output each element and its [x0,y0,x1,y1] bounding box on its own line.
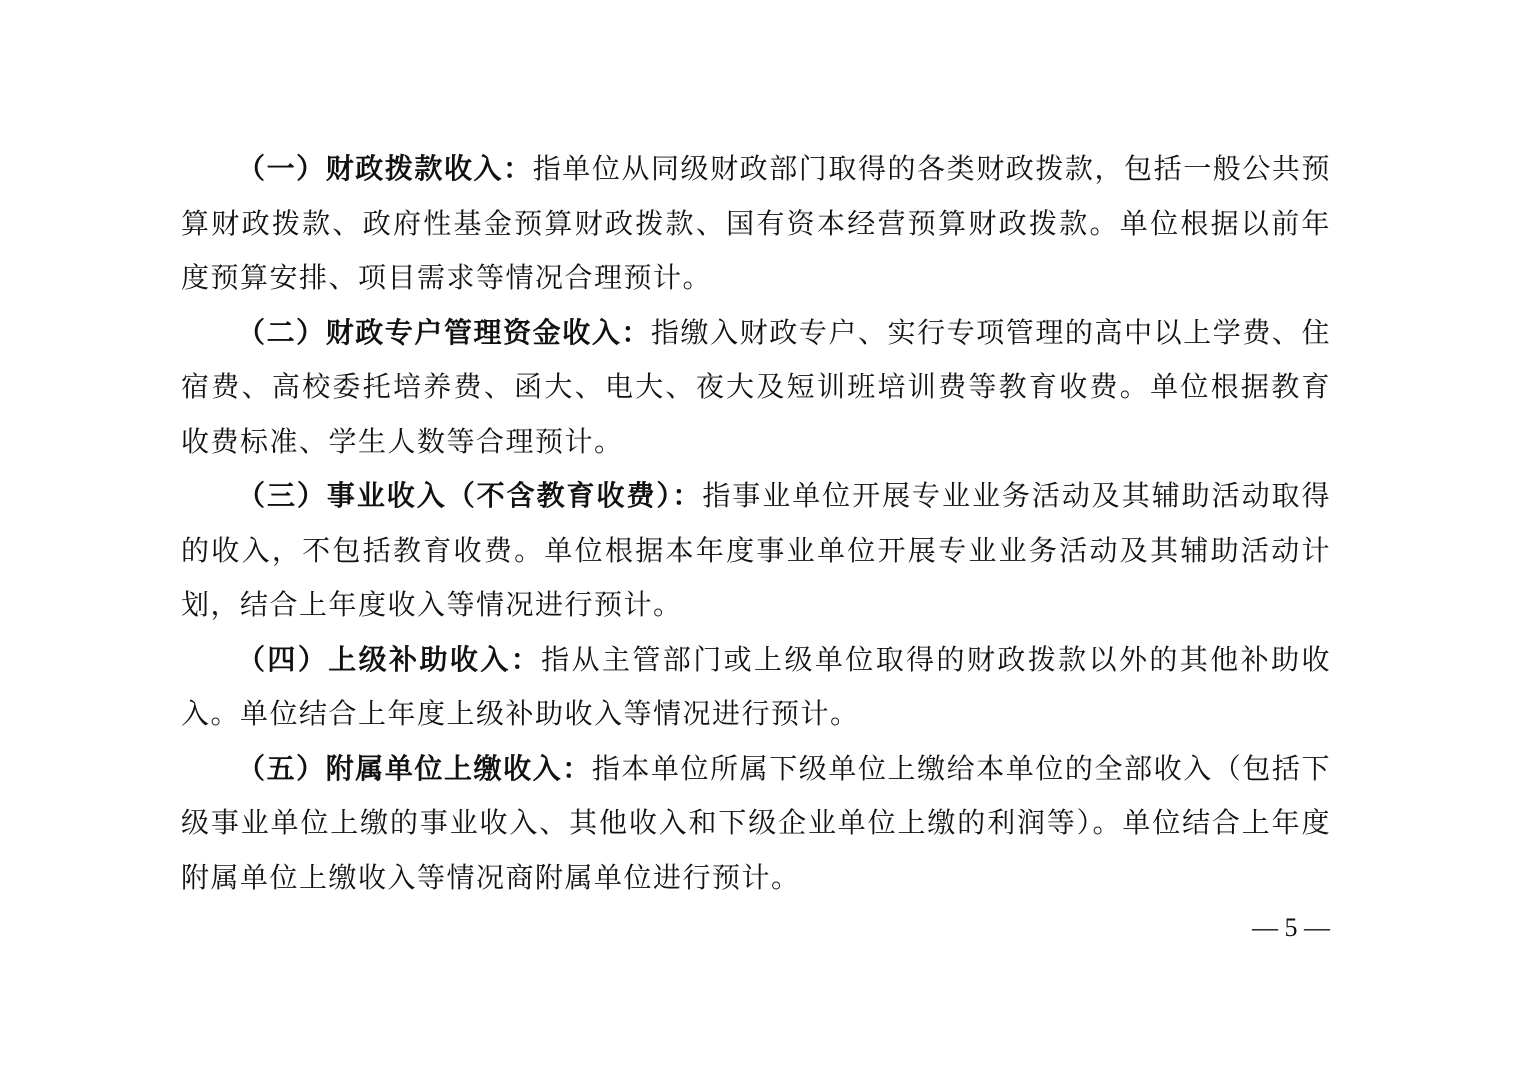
paragraph-body: 指从主管部门或上级单位取得的财政拨款以外的其他补助收入。单位结合上年度上级补助收入等情况进行预计。 [181,642,1331,730]
paragraph-heading: （五）附属单位上缴收入： [237,751,592,785]
paragraph-superior-subsidy-income [181,633,1331,742]
paragraph-heading: （一）财政拨款收入： [237,152,533,185]
paragraph-body: 指本单位所属下级单位上缴给本单位的全部收入（包括下级事业单位上缴的事业收入、其他收入和下级企业单位上缴的利润等）。单位结合上年度附属单位上缴收入等情况商附属单位进行预计。 [181,751,1331,894]
paragraph-business-income [181,469,1331,633]
paragraph-heading: （四）上级补助收入： [237,642,542,676]
paragraph-body: 指单位从同级财政部门取得的各类财政拨款，包括一般公共预算财政拨款、政府性基金预算财政拨款、国有资本经营预算财政拨款。单位根据以前年度预算安排、项目需求等情况合理预计。 [181,152,1331,294]
paragraph-body: 指缴入财政专户、实行专项管理的高中以上学费、住宿费、高校委托培养费、函大、电大、夜大及短训班培训费等教育收费。单位根据教育收费标准、学生人数等合理预计。 [181,315,1331,458]
paragraph-heading: （三）事业收入（不含教育收费）： [237,479,703,512]
paragraph-special-account-income [181,306,1331,470]
document-body [181,142,1331,905]
page-number: — 5 — [1252,913,1330,942]
paragraph-body: 指事业单位开展专业业务活动及其辅助活动取得的收入，不包括教育收费。单位根据本年度事业单位开展专业业务活动及其辅助活动计划，结合上年度收入等情况进行预计。 [181,479,1331,621]
paragraph-affiliated-unit-income [181,742,1331,906]
paragraph-fiscal-appropriation-income [181,142,1331,306]
paragraph-heading: （二）财政专户管理资金收入： [237,315,651,349]
